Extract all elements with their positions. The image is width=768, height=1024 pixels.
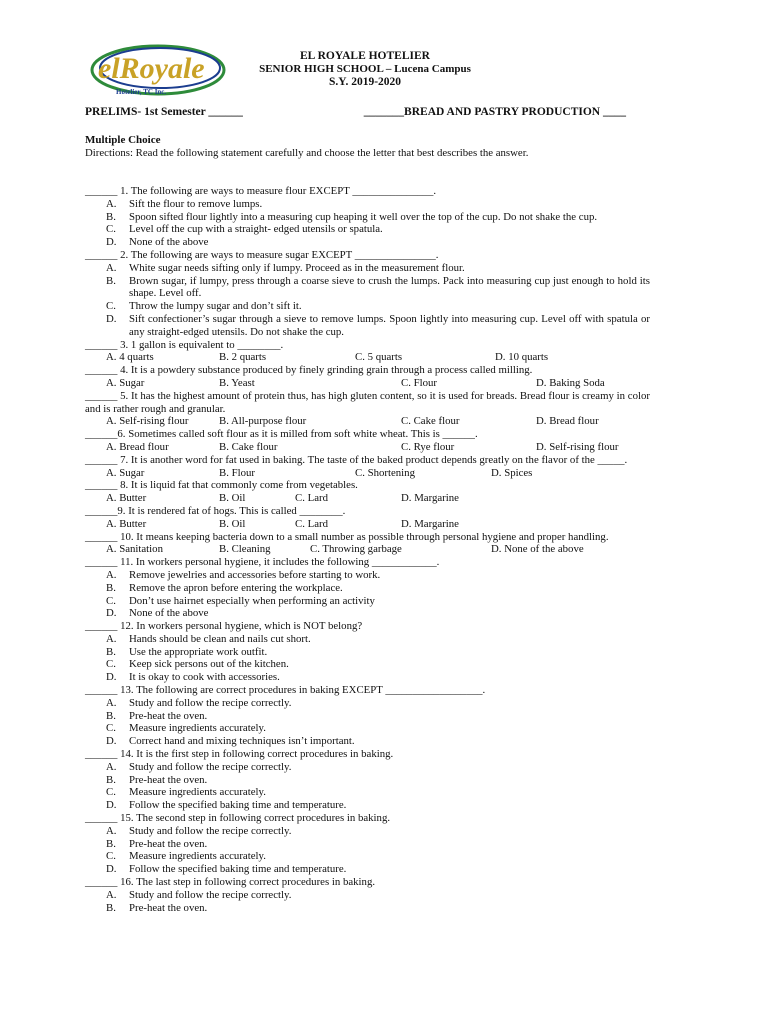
question-stem: ______ 10. It means keeping bacteria down to a small number as possible through personal hygiene and proper handling.	[85, 530, 609, 543]
answer-option: B. Oil	[219, 517, 246, 530]
question-item	[85, 479, 650, 505]
option-text: Study and follow the recipe correctly.	[129, 760, 292, 773]
option-letter: B.	[106, 274, 116, 287]
answer-option: D. Margarine	[401, 517, 459, 530]
answer-option: D. 10 quarts	[495, 351, 549, 364]
option-text: White sugar needs sifting only if lumpy. Proceed as in the measurement flour.	[129, 261, 465, 274]
exam-period: PRELIMS- 1st Semester ______	[85, 106, 243, 118]
answer-option	[85, 607, 650, 620]
option-text: None of the above	[129, 607, 209, 620]
answer-option: D. Bread flour	[536, 415, 599, 428]
answer-option: D. Margarine	[401, 492, 459, 505]
question-item	[85, 185, 650, 249]
answer-option: A. Sugar	[106, 376, 145, 389]
answer-option	[85, 825, 650, 838]
answer-option: B. Oil	[219, 492, 246, 505]
question-stem: ______ 13. The following are correct procedures in baking EXCEPT __________________.	[85, 684, 486, 697]
question-item	[85, 812, 650, 876]
answer-option: B. Yeast	[219, 376, 255, 389]
option-letter: B.	[106, 837, 116, 850]
question-stem: ______ 15. The second step in following correct procedures in baking.	[85, 812, 391, 825]
option-letter: A.	[106, 824, 117, 837]
answer-option	[85, 850, 650, 863]
question-stem: ______ 8. It is liquid fat that commonly come from vegetables.	[85, 479, 358, 492]
answer-option	[85, 300, 650, 313]
option-row	[85, 492, 650, 505]
option-letter: B.	[106, 210, 116, 223]
question-item	[85, 556, 650, 620]
answer-option: C. Lard	[295, 517, 328, 530]
question-stem: ______ 2. The following are ways to measure sugar EXCEPT _______________.	[85, 248, 439, 261]
option-letter: C.	[106, 850, 116, 863]
option-text: Pre-heat the oven.	[129, 709, 208, 722]
question-item	[85, 390, 650, 428]
option-text: Don’t use hairnet especially when performing an activity	[129, 594, 375, 607]
option-row	[85, 518, 650, 531]
option-text: Follow the specified baking time and temperature.	[129, 799, 347, 812]
answer-option	[85, 569, 650, 582]
question-item	[85, 748, 650, 812]
answer-option: B. All-purpose flour	[219, 415, 307, 428]
option-letter: D.	[106, 735, 117, 748]
option-letter: A.	[106, 568, 117, 581]
answer-option	[85, 722, 650, 735]
option-text: Throw the lumpy sugar and don’t sift it.	[129, 300, 302, 313]
option-letter: C.	[106, 300, 116, 313]
answer-option: D. Baking Soda	[536, 376, 605, 389]
option-text: Measure ingredients accurately.	[129, 786, 266, 799]
answer-option	[85, 236, 650, 249]
answer-option: A. Sugar	[106, 466, 145, 479]
option-text: Measure ingredients accurately.	[129, 850, 266, 863]
logo-subtext: Hotelier, TC Inc.	[116, 88, 167, 96]
answer-option: C. Lard	[295, 492, 328, 505]
question-item	[85, 876, 650, 914]
question-stem: ______ 7. It is another word for fat used in baking. The taste of the baked product depends greatly on the flavor of the _____.	[85, 453, 628, 466]
option-letter: D.	[106, 312, 117, 325]
question-item	[85, 684, 650, 748]
answer-option	[85, 223, 650, 236]
option-letter: C.	[106, 786, 116, 799]
question-stem: ______ 12. In workers personal hygiene, which is NOT belong?	[85, 620, 363, 633]
answer-option: C. Shortening	[355, 466, 415, 479]
option-letter: D.	[106, 671, 117, 684]
option-letter: D.	[106, 799, 117, 812]
school-name: EL ROYALE HOTELIER	[300, 50, 430, 62]
school-year: S.Y. 2019-2020	[328, 76, 402, 88]
option-text: Sift confectioner’s sugar through a sieve to remove lumps. Spoon lightly into measuring cup. Level off with spatula or any straight-edged utensils. Do not shake the cup.	[129, 312, 650, 338]
option-row	[85, 441, 650, 454]
campus-name: SENIOR HIGH SCHOOL – Lucena Campus	[259, 63, 471, 75]
answer-option	[85, 902, 650, 915]
question-item	[85, 454, 650, 480]
option-text: Measure ingredients accurately.	[129, 722, 266, 735]
option-text: Use the appropriate work outfit.	[129, 645, 268, 658]
option-text: Study and follow the recipe correctly.	[129, 696, 292, 709]
answer-option	[85, 595, 650, 608]
answer-option	[85, 774, 650, 787]
option-row	[85, 467, 650, 480]
answer-option	[85, 889, 650, 902]
answer-option	[85, 671, 650, 684]
option-text: Pre-heat the oven.	[129, 901, 208, 914]
answer-option: C. Rye flour	[401, 440, 455, 453]
option-letter: A.	[106, 197, 117, 210]
answer-option	[85, 658, 650, 671]
answer-option	[85, 313, 650, 339]
answer-option	[85, 863, 650, 876]
option-letter: A.	[106, 632, 117, 645]
option-text: Pre-heat the oven.	[129, 773, 208, 786]
option-letter: A.	[106, 261, 117, 274]
school-header	[200, 50, 530, 89]
answer-option	[85, 275, 650, 301]
answer-option	[85, 697, 650, 710]
option-letter: C.	[106, 658, 116, 671]
answer-option	[85, 838, 650, 851]
answer-option	[85, 262, 650, 275]
answer-option	[85, 582, 650, 595]
option-text: Correct hand and mixing techniques isn’t important.	[129, 735, 355, 748]
question-item	[85, 531, 650, 557]
question-stem: ______ 1. The following are ways to measure flour EXCEPT _______________.	[85, 185, 437, 197]
option-text: Pre-heat the oven.	[129, 837, 208, 850]
answer-option: A. Butter	[106, 492, 147, 505]
option-letter: C.	[106, 594, 116, 607]
option-letter: D.	[106, 863, 117, 876]
answer-option	[85, 799, 650, 812]
option-letter: C.	[106, 223, 116, 236]
answer-option	[85, 786, 650, 799]
option-text: Study and follow the recipe correctly.	[129, 888, 292, 901]
option-letter: A.	[106, 696, 117, 709]
answer-option: A. Sanitation	[106, 543, 163, 556]
question-stem: ______ 4. It is a powdery substance produced by finely grinding grain through a process called milling.	[85, 364, 533, 377]
answer-option: B. 2 quarts	[219, 351, 267, 364]
option-text: Remove jewelries and accessories before starting to work.	[129, 568, 381, 581]
answer-option	[85, 646, 650, 659]
option-text: Keep sick persons out of the kitchen.	[129, 658, 289, 671]
answer-option	[85, 735, 650, 748]
option-text: Remove the apron before entering the workplace.	[129, 581, 343, 594]
answer-option: D. Self-rising flour	[536, 440, 619, 453]
answer-option	[85, 633, 650, 646]
answer-option: C. Throwing garbage	[310, 543, 402, 556]
question-item	[85, 339, 650, 365]
option-row	[85, 415, 650, 428]
question-stem: ______6. Sometimes called soft flour as it is milled from soft white wheat. This is ______.	[85, 428, 478, 441]
question-item	[85, 364, 650, 390]
option-row	[85, 377, 650, 390]
question-stem: ______ 5. It has the highest amount of protein thus, has high gluten content, so it is used for breads. Bread flour is creamy in color and is rather rough and granular.	[85, 389, 650, 415]
question-stem: ______ 3. 1 gallon is equivalent to ________.	[85, 338, 284, 351]
answer-option: B. Cake flour	[219, 440, 278, 453]
answer-option: A. Butter	[106, 517, 147, 530]
question-item	[85, 428, 650, 454]
answer-option	[85, 710, 650, 723]
answer-option: C. 5 quarts	[355, 351, 403, 364]
answer-option: B. Flour	[219, 466, 255, 479]
option-letter: B.	[106, 581, 116, 594]
exam-subject: _______BREAD AND PASTRY PRODUCTION ____	[363, 106, 626, 118]
answer-option: A. Bread flour	[106, 440, 169, 453]
answer-option: A. Self-rising flour	[106, 415, 189, 428]
option-text: It is okay to cook with accessories.	[129, 671, 280, 684]
option-text: None of the above	[129, 236, 209, 249]
question-stem: ______ 16. The last step in following correct procedures in baking.	[85, 876, 376, 889]
option-letter: B.	[106, 709, 116, 722]
option-text: Level off the cup with a straight- edged utensils or spatula.	[129, 223, 383, 236]
option-letter: A.	[106, 888, 117, 901]
logo-wordmark: elRoyale	[98, 52, 205, 85]
answer-option	[85, 211, 650, 224]
option-letter: B.	[106, 773, 116, 786]
option-row	[85, 543, 650, 556]
option-letter: C.	[106, 722, 116, 735]
question-item	[85, 505, 650, 531]
answer-option: B. Cleaning	[219, 543, 271, 556]
question-item	[85, 620, 650, 684]
question-stem: ______ 14. It is the first step in following correct procedures in baking.	[85, 748, 394, 761]
option-text: Sift the flour to remove lumps.	[129, 197, 263, 210]
answer-option	[85, 761, 650, 774]
option-text: Follow the specified baking time and temperature.	[129, 863, 347, 876]
question-item	[85, 249, 650, 339]
answer-option: C. Flour	[401, 376, 437, 389]
answer-option	[85, 198, 650, 211]
option-text: Study and follow the recipe correctly.	[129, 824, 292, 837]
section-title: Multiple Choice	[85, 134, 161, 146]
answer-option: C. Cake flour	[401, 415, 460, 428]
answer-option: A. 4 quarts	[106, 351, 154, 364]
directions: Directions: Read the following statement carefully and choose the letter that best describes the answer.	[85, 147, 529, 159]
answer-option: D. None of the above	[491, 543, 584, 556]
option-letter: D.	[106, 236, 117, 249]
option-letter: D.	[106, 607, 117, 620]
option-text: Spoon sifted flour lightly into a measuring cup heaping it well over the top of the cup. Do not shake the cup.	[129, 210, 598, 223]
option-text: Hands should be clean and nails cut short.	[129, 632, 311, 645]
question-stem: ______9. It is rendered fat of hogs. This is called ________.	[85, 504, 346, 517]
question-list	[85, 185, 650, 914]
option-text: Brown sugar, if lumpy, press through a coarse sieve to crush the lumps. Pack into measuring cup just enough to hold its shape. Level off.	[129, 274, 650, 300]
answer-option: D. Spices	[491, 466, 533, 479]
question-stem: ______ 11. In workers personal hygiene, it includes the following ____________.	[85, 556, 440, 569]
option-letter: A.	[106, 760, 117, 773]
option-letter: B.	[106, 901, 116, 914]
option-letter: B.	[106, 645, 116, 658]
option-row	[85, 351, 650, 364]
